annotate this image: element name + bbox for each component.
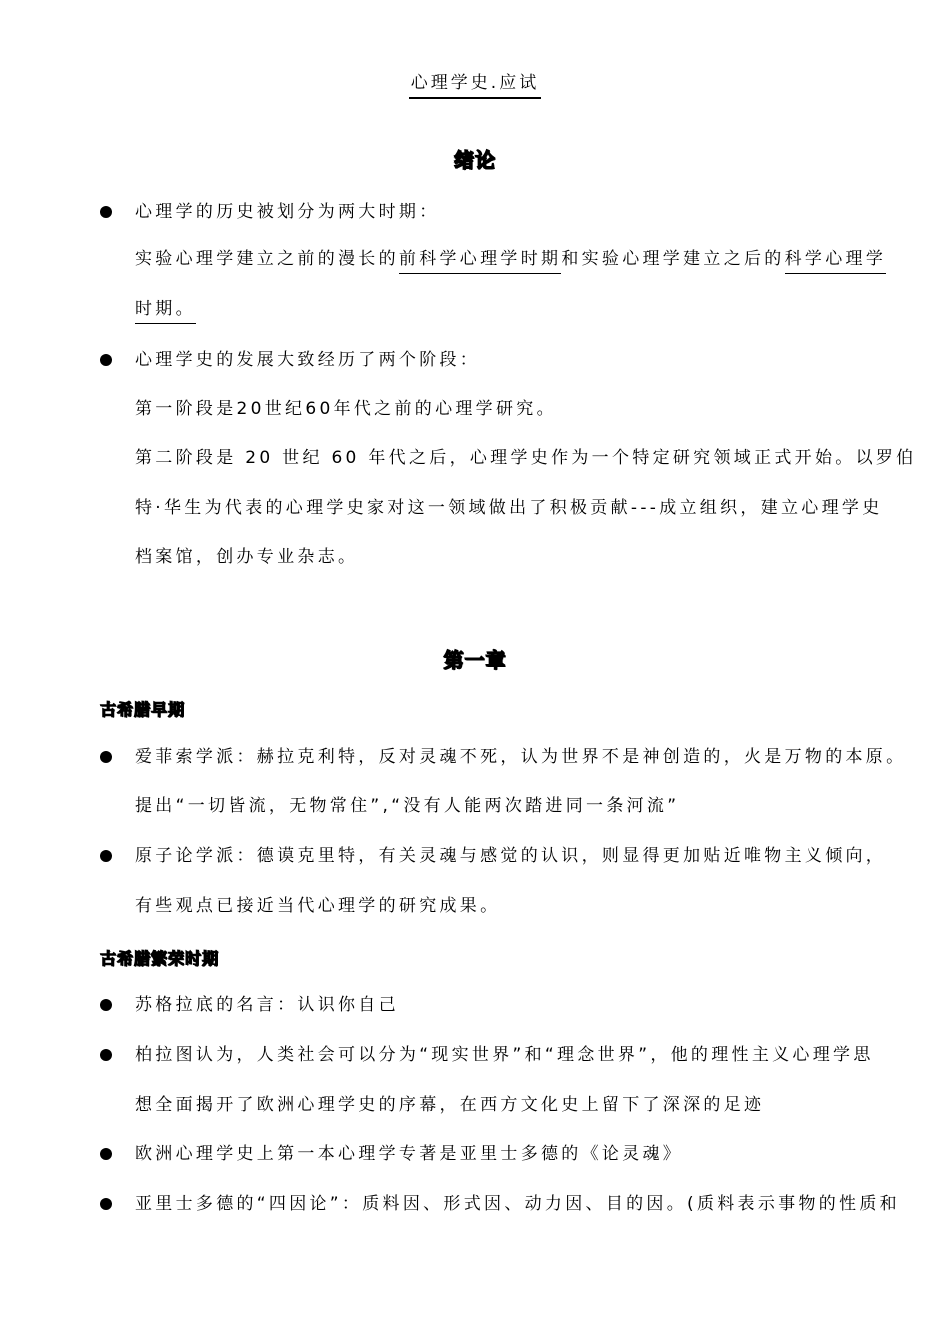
chapter-1-heading: 第一章: [443, 648, 507, 672]
classical-item-2-line-1: 柏拉图认为，人类社会可以分为“现实世界”和“理念世界”，他的理性主义心理学思: [135, 1045, 874, 1065]
stage-2-line-2: 特·华生为代表的心理学史家对这一领域做出了积极贡献---成立组织，建立心理学史: [135, 498, 883, 518]
underlined-term-scientific: 科学心理学: [785, 249, 887, 274]
stage-1-text: 第一阶段是20世纪60年代之前的心理学研究。: [135, 399, 557, 419]
document-title: 心理学史.应试: [0, 68, 950, 93]
classical-item-4-line-1: 亚里士多德的“四因论”：质料因、形式因、动力因、目的因。(质料表示事物的性质和: [135, 1194, 900, 1214]
bullet-marker: [100, 206, 112, 218]
intro-heading: 绪论: [454, 148, 496, 172]
bullet-marker: [100, 354, 112, 366]
classical-item-3: 欧洲心理学史上第一本心理学专著是亚里士多德的《论灵魂》: [135, 1144, 684, 1164]
early-item-2-line-2: 有些观点已接近当代心理学的研究成果。: [135, 896, 501, 916]
classical-item-2-line-2: 想全面揭开了欧洲心理学史的序幕，在西方文化史上留下了深深的足迹: [135, 1095, 765, 1115]
bullet-marker: [100, 1198, 112, 1210]
classical-item-1: 苏格拉底的名言：认识你自己: [135, 995, 399, 1015]
intro-bullet-1-text: 心理学的历史被划分为两大时期：: [135, 202, 440, 222]
subheading-early-greece: 古希腊早期: [100, 700, 186, 719]
stage-2-line-3: 档案馆，创办专业杂志。: [135, 547, 359, 567]
early-item-1-line-2: 提出“一切皆流，无物常住”,“没有人能两次踏进同一条河流”: [135, 796, 680, 816]
underlined-term-prescientific: 前科学心理学时期: [399, 249, 561, 274]
intro-bullet-1-line-1: 实验心理学建立之前的漫长的前科学心理学时期和实验心理学建立之后的科学心理学: [135, 247, 850, 271]
bullet-marker: [100, 999, 112, 1011]
bullet-marker: [100, 1148, 112, 1160]
intro-bullet-2-text: 心理学史的发展大致经历了两个阶段：: [135, 350, 481, 370]
bullet-marker: [100, 850, 112, 862]
bullet-marker: [100, 751, 112, 763]
early-item-1-line-1: 爱菲索学派：赫拉克利特，反对灵魂不死，认为世界不是神创造的，火是万物的本原。: [135, 747, 907, 767]
subheading-classical-greece: 古希腊繁荣时期: [100, 949, 220, 968]
early-item-2-line-1: 原子论学派：德谟克里特，有关灵魂与感觉的认识，则显得更加贴近唯物主义倾向，: [135, 846, 887, 866]
bullet-marker: [100, 1049, 112, 1061]
intro-bullet-1-line-2: 时期。: [135, 297, 850, 321]
stage-2-line-1: 第二阶段是 20 世纪 60 年代之后，心理学史作为一个特定研究领域正式开始。以罗伯: [135, 448, 917, 468]
